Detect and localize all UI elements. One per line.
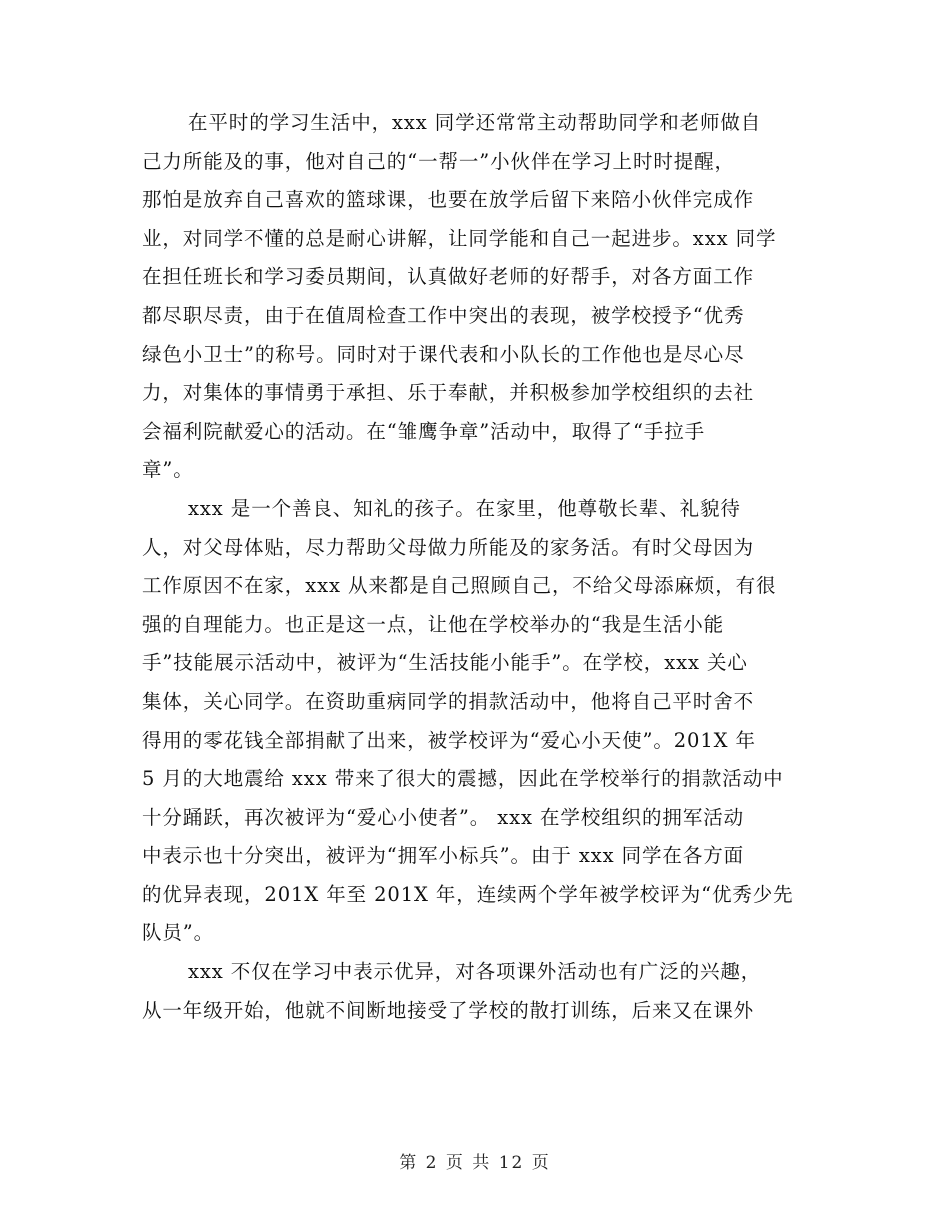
text-line: 队员”。	[142, 921, 215, 945]
text-line: 手”技能展示活动中，被评为“生活技能小能手”。在学校，xxx 关心	[142, 651, 748, 675]
text-line: 在担任班长和学习委员期间，认真做好老师的好帮手，对各方面工作	[142, 265, 755, 289]
text-line: 绿色小卫士”的称号。同时对于课代表和小队长的工作他也是尽心尽	[142, 342, 745, 366]
text-line: 从一年级开始，他就不间断地接受了学校的散打训练，后来又在课外	[142, 998, 755, 1022]
text-line: 人，对父母体贴，尽力帮助父母做力所能及的家务活。有时父母因为	[142, 535, 755, 559]
text-line: xxx 是一个善良、知礼的孩子。在家里，他尊敬长辈、礼貌待	[188, 496, 741, 520]
text-line: 工作原因不在家，xxx 从来都是自己照顾自己，不给父母添麻烦，有很	[142, 574, 777, 598]
text-line: xxx 不仅在学习中表示优异，对各项课外活动也有广泛的兴趣，	[188, 960, 762, 984]
text-line: 的优异表现，201X 年至 201X 年，连续两个学年被学校评为“优秀少先	[142, 882, 794, 906]
text-line: 集体，关心同学。在资助重病同学的捐款活动中，他将自己平时舍不	[142, 689, 755, 713]
text-line: 在平时的学习生活中，xxx 同学还常常主动帮助同学和老师做自	[188, 111, 762, 134]
body-text	[142, 104, 822, 1030]
text-line: 那怕是放弃自己喜欢的篮球课，也要在放学后留下来陪小伙伴完成作	[142, 188, 755, 212]
text-line: 己力所能及的事，他对自己的“一帮一”小伙伴在学习上时时提醒，	[142, 149, 735, 173]
text-line: 会福利院献爱心的活动。在“雏鹰争章”活动中，取得了“手拉手	[142, 419, 706, 443]
text-line: 中表示也十分突出，被评为“拥军小标兵”。由于 xxx 同学在各方面	[142, 844, 745, 868]
text-line: 力，对集体的事情勇于承担、乐于奉献，并积极参加学校组织的去社	[142, 381, 755, 405]
text-line: 强的自理能力。也正是这一点，让他在学校举办的“我是生活小能	[142, 612, 725, 636]
text-line: 十分踊跃，再次被评为“爱心小使者”。 xxx 在学校组织的拥军活动	[142, 805, 745, 829]
text-line: 得用的零花钱全部捐献了出来，被学校评为“爱心小天使”。201X 年	[142, 728, 756, 752]
page-footer: 第 2 页 共 12 页	[399, 1153, 551, 1173]
text-line: 章”。	[142, 458, 194, 482]
text-line: 业，对同学不懂的总是耐心讲解，让同学能和自己一起进步。xxx 同学	[142, 226, 777, 250]
text-line: 都尽职尽责，由于在值周检查工作中突出的表现，被学校授予“优秀	[142, 303, 745, 327]
text-line: 5 月的大地震给 xxx 带来了很大的震撼，因此在学校举行的捐款活动中	[142, 767, 784, 791]
